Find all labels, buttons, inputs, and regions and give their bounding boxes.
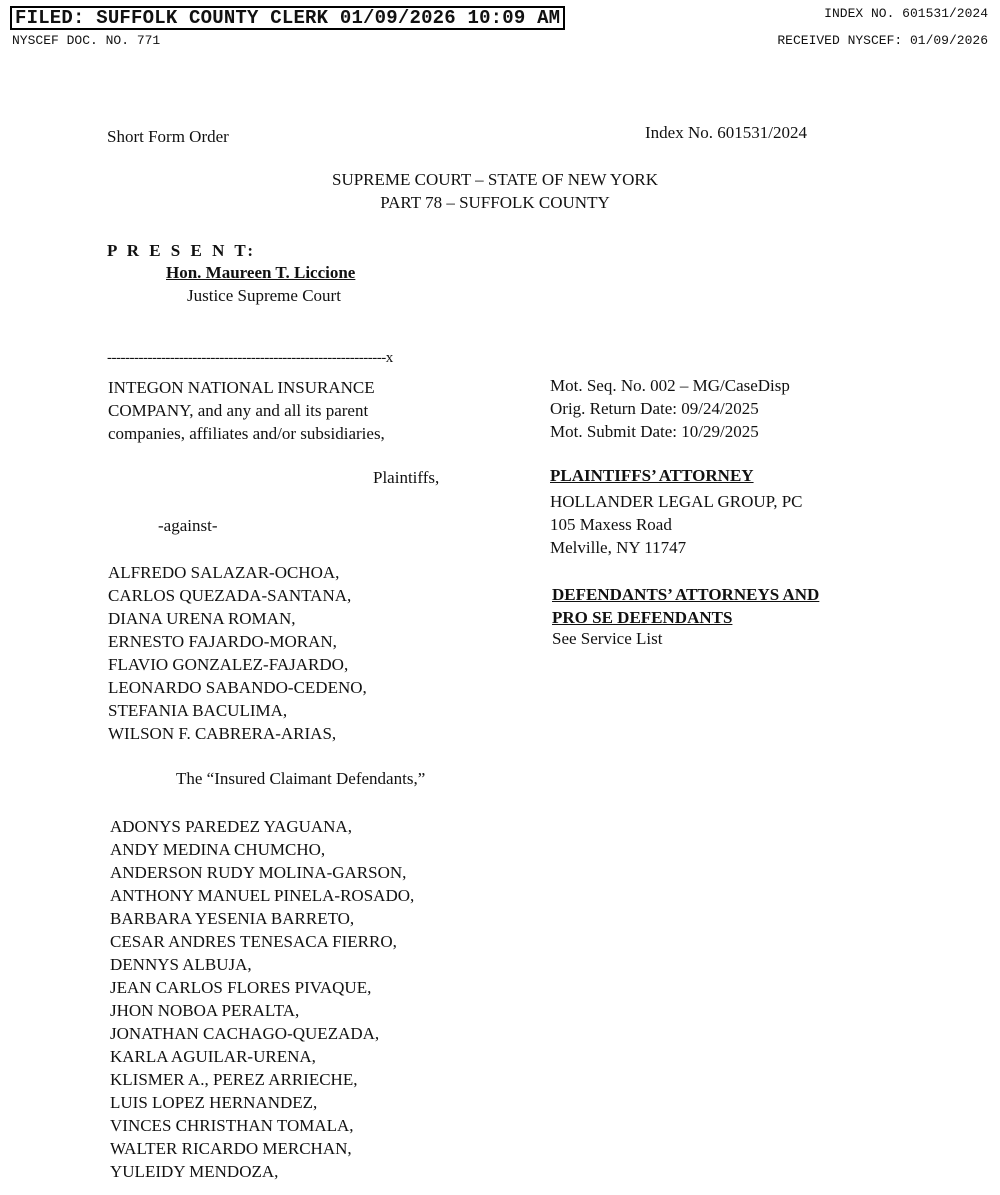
court-name: SUPREME COURT – STATE OF NEW YORK bbox=[331, 170, 658, 189]
submit-date: Mot. Submit Date: 10/29/2025 bbox=[550, 422, 759, 441]
defendant-name: JONATHAN CACHAGO-QUEZADA, bbox=[110, 1024, 380, 1043]
attorney-street: 105 Maxess Road bbox=[550, 515, 672, 534]
defendant-name: WALTER RICARDO MERCHAN, bbox=[110, 1139, 352, 1158]
defendant-name: ALFREDO SALAZAR-OCHOA, bbox=[108, 563, 340, 582]
defendant-name: KLISMER A., PEREZ ARRIECHE, bbox=[110, 1070, 358, 1089]
defendant-name: JEAN CARLOS FLORES PIVAQUE, bbox=[110, 978, 372, 997]
defendant-name: FLAVIO GONZALEZ-FAJARDO, bbox=[108, 655, 349, 674]
header-index-number: INDEX NO. 601531/2024 bbox=[824, 6, 988, 21]
defendant-name: ERNESTO FAJARDO-MORAN, bbox=[108, 632, 337, 651]
plaintiffs-attorney-address bbox=[550, 490, 803, 559]
court-part: PART 78 – SUFFOLK COUNTY bbox=[380, 193, 610, 212]
plaintiff-line: companies, affiliates and/or subsidiaries, bbox=[108, 424, 385, 443]
defendant-name: CESAR ANDRES TENESACA FIERRO, bbox=[110, 932, 397, 951]
return-date: Orig. Return Date: 09/24/2025 bbox=[550, 399, 759, 418]
received-date: RECEIVED NYSCEF: 01/09/2026 bbox=[777, 33, 988, 48]
defendant-name: DENNYS ALBUJA, bbox=[110, 955, 252, 974]
present-label: P R E S E N T: bbox=[107, 241, 257, 260]
insured-claimants-list bbox=[108, 561, 367, 745]
motion-info bbox=[550, 374, 790, 443]
defendant-name: YULEIDY MENDOZA, bbox=[110, 1162, 279, 1181]
motion-seq: Mot. Seq. No. 002 – MG/CaseDisp bbox=[550, 376, 790, 395]
plaintiff-line: COMPANY, and any and all its parent bbox=[108, 401, 369, 420]
filed-stamp: FILED: SUFFOLK COUNTY CLERK 01/09/2026 10:09 AM bbox=[10, 6, 565, 30]
defendant-name: KARLA AGUILAR-URENA, bbox=[110, 1047, 316, 1066]
other-defendants-list bbox=[110, 815, 414, 1183]
defendant-name: ADONYS PAREDEZ YAGUANA, bbox=[110, 817, 352, 836]
plaintiffs-attorney-heading: PLAINTIFFS’ ATTORNEY bbox=[550, 466, 754, 485]
index-number: Index No. 601531/2024 bbox=[645, 123, 807, 142]
defendant-name: WILSON F. CABRERA-ARIAS, bbox=[108, 724, 337, 743]
defendant-name: ANDERSON RUDY MOLINA-GARSON, bbox=[110, 863, 407, 882]
plaintiffs-label: Plaintiffs, bbox=[373, 468, 440, 487]
insured-claimants-label: The “Insured Claimant Defendants,” bbox=[176, 769, 426, 788]
attorney-city: Melville, NY 11747 bbox=[550, 538, 687, 557]
defendant-name: CARLOS QUEZADA-SANTANA, bbox=[108, 586, 352, 605]
defendants-attorneys-heading-line: PRO SE DEFENDANTS bbox=[552, 608, 733, 627]
defendant-name: LUIS LOPEZ HERNANDEZ, bbox=[110, 1093, 318, 1112]
judge-title: Justice Supreme Court bbox=[187, 286, 341, 305]
defendant-name: JHON NOBOA PERALTA, bbox=[110, 1001, 300, 1020]
attorney-firm: HOLLANDER LEGAL GROUP, PC bbox=[550, 492, 803, 511]
service-list-note: See Service List bbox=[552, 629, 663, 648]
defendants-attorneys-heading bbox=[552, 583, 819, 629]
defendant-name: DIANA URENA ROMAN, bbox=[108, 609, 296, 628]
defendant-name: LEONARDO SABANDO-CEDENO, bbox=[108, 678, 367, 697]
form-type: Short Form Order bbox=[107, 127, 229, 146]
defendant-name: VINCES CHRISTHAN TOMALA, bbox=[110, 1116, 354, 1135]
judge-name: Hon. Maureen T. Liccione bbox=[166, 263, 356, 282]
defendant-name: STEFANIA BACULIMA, bbox=[108, 701, 288, 720]
caption-separator: --------------------------------------------------------------x bbox=[107, 350, 393, 366]
nyscef-doc-number: NYSCEF DOC. NO. 771 bbox=[12, 33, 161, 48]
defendant-name: ANDY MEDINA CHUMCHO, bbox=[110, 840, 326, 859]
defendant-name: ANTHONY MANUEL PINELA-ROSADO, bbox=[110, 886, 415, 905]
plaintiff-block bbox=[108, 376, 385, 445]
against-label: -against- bbox=[158, 516, 218, 535]
defendants-attorneys-heading-line: DEFENDANTS’ ATTORNEYS AND bbox=[552, 585, 820, 604]
plaintiff-line: INTEGON NATIONAL INSURANCE bbox=[108, 378, 375, 397]
defendant-name: BARBARA YESENIA BARRETO, bbox=[110, 909, 355, 928]
